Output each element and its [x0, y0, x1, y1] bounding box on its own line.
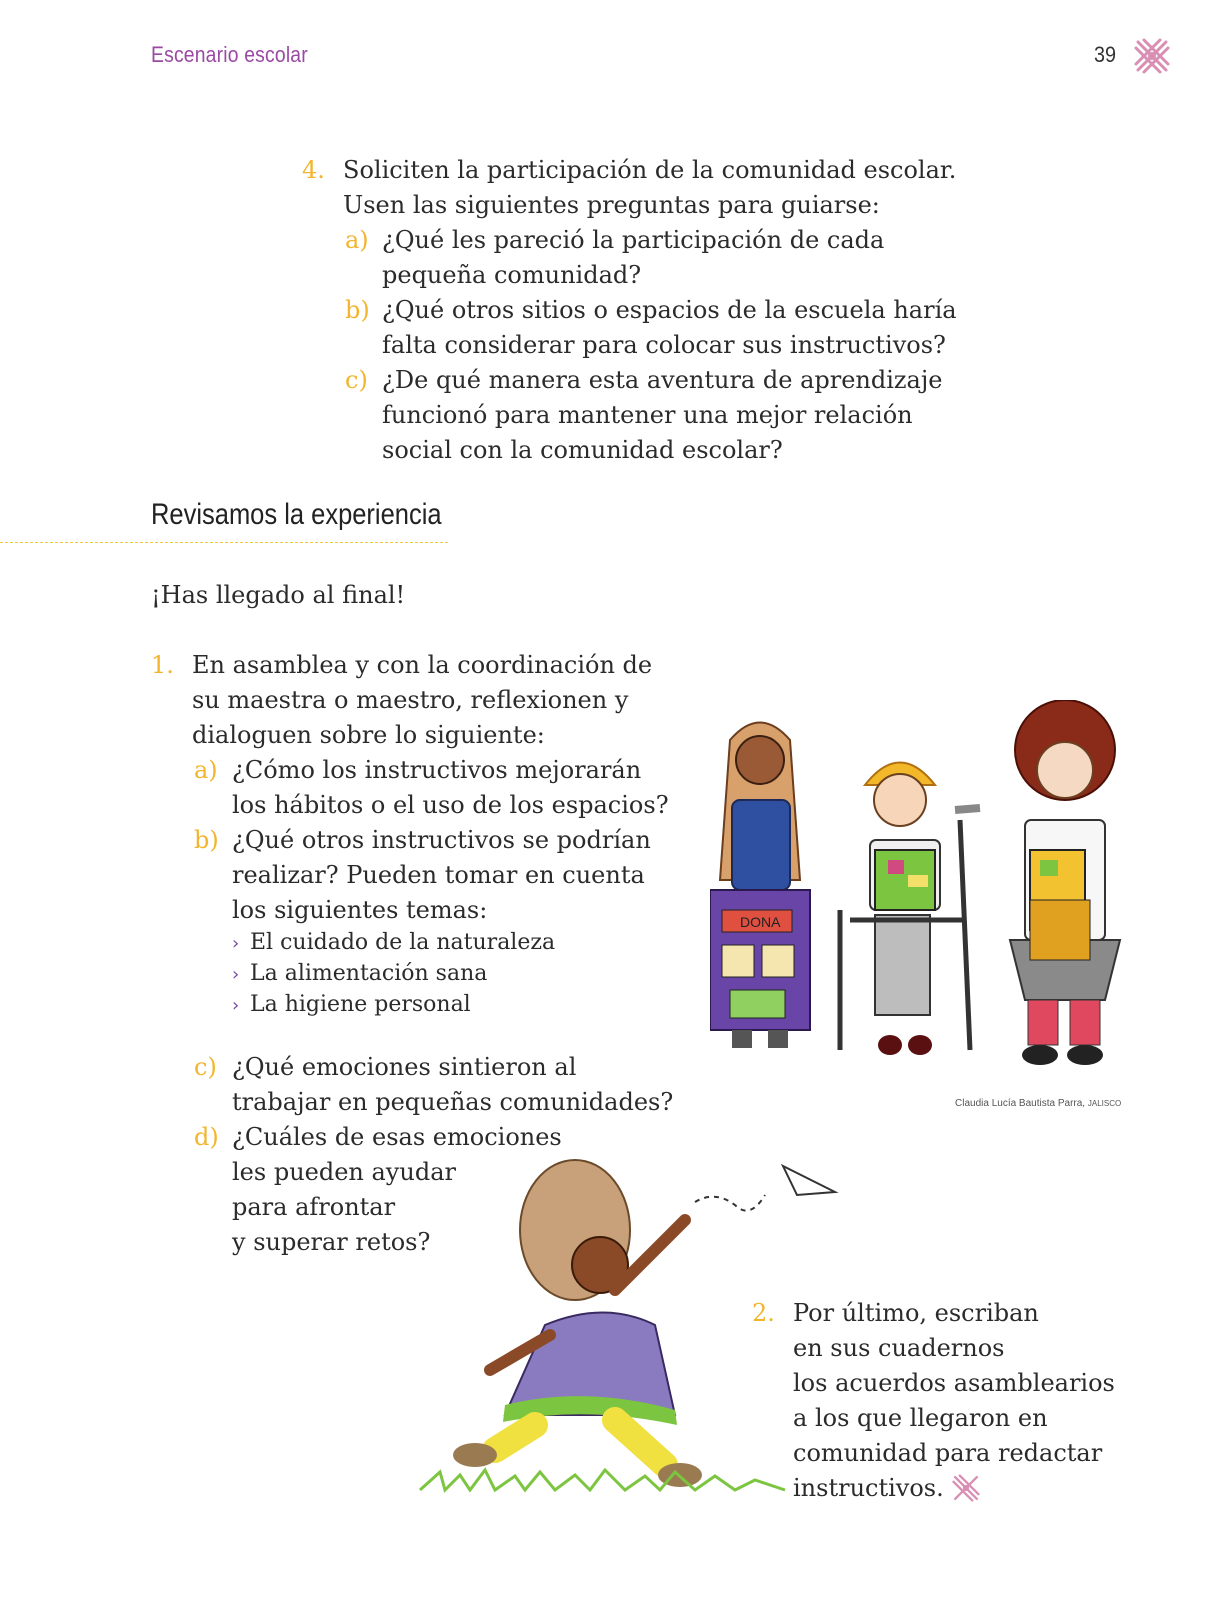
- step-4b-letter: b): [345, 296, 370, 324]
- text-line: realizar? Pueden tomar en cuenta: [232, 861, 645, 889]
- step-1a-letter: a): [194, 756, 218, 784]
- text-line: les pueden ayudar: [232, 1158, 456, 1186]
- bullet-chevron-icon: ›: [232, 933, 240, 954]
- page-number: 39: [1094, 42, 1117, 67]
- boy-in-wheelchair: [840, 763, 980, 1056]
- section-name: Escenario escolar: [151, 42, 308, 67]
- text-line: ¿Qué emociones sintieron al: [232, 1053, 577, 1081]
- text-line: los hábitos o el uso de los espacios?: [232, 791, 669, 819]
- step-1d-letter: d): [194, 1123, 219, 1151]
- text-line: dialoguen sobre lo siguiente:: [192, 721, 545, 749]
- step-4b-text: [382, 293, 957, 363]
- text-line: ¿De qué manera esta aventura de aprendizaje: [382, 366, 943, 394]
- text-line: Por último, escriban: [793, 1299, 1039, 1327]
- step-1-number: 1.: [151, 651, 174, 679]
- step-4a-letter: a): [345, 226, 369, 254]
- text-line: funcionó para mantener una mejor relación: [382, 401, 913, 429]
- text-line: los acuerdos asamblearios: [793, 1369, 1115, 1397]
- topic-bullet: › La higiene personal: [232, 990, 471, 1021]
- text-line: falta considerar para colocar sus instructivos?: [382, 331, 946, 359]
- girl-paper-plane-illustration: [415, 1150, 845, 1510]
- step-4c-letter: c): [345, 366, 368, 394]
- text-line: en sus cuadernos: [793, 1334, 1005, 1362]
- step-1c-text: [232, 1050, 673, 1120]
- girl-curly-hair: [1010, 700, 1120, 1065]
- step-4-text: [343, 153, 956, 223]
- text-line: los siguientes temas:: [232, 896, 488, 924]
- text-line: Soliciten la participación de la comunidad escolar.: [343, 156, 957, 184]
- text-line: a los que llegaron en: [793, 1404, 1048, 1432]
- text-line: pequeña comunidad?: [382, 261, 642, 289]
- text-line: social con la comunidad escolar?: [382, 436, 783, 464]
- text-line: para afrontar: [232, 1193, 396, 1221]
- text-line: ¿Cuáles de esas emociones: [232, 1123, 562, 1151]
- paper-plane-icon: [783, 1166, 835, 1195]
- step-1a-text: [232, 753, 669, 823]
- text-line: En asamblea y con la coordinación de: [192, 651, 653, 679]
- step-1-text: [192, 648, 652, 753]
- topic-bullet: › La alimentación sana: [232, 959, 487, 990]
- section-title: Revisamos la experiencia: [151, 498, 442, 531]
- topic-bullet: › El cuidado de la naturaleza: [232, 928, 555, 959]
- children-illustration: [710, 700, 1140, 1085]
- step-4-number: 4.: [302, 156, 325, 184]
- step-1b-letter: b): [194, 826, 219, 854]
- text-line: ¿Cómo los instructivos mejorarán: [232, 756, 642, 784]
- intro-text: ¡Has llegado al final!: [151, 581, 406, 609]
- step-1c-letter: c): [194, 1053, 217, 1081]
- sign-text: DONA: [740, 914, 781, 930]
- text-line: y superar retos?: [232, 1228, 431, 1256]
- text-line: trabajar en pequeñas comunidades?: [232, 1088, 674, 1116]
- text-line: su maestra o maestro, reflexionen y: [192, 686, 629, 714]
- text-line: ¿Qué otros sitios o espacios de la escuela haría: [382, 296, 957, 324]
- section-title-rule: [0, 542, 448, 543]
- end-mark-knot-icon: [952, 1474, 980, 1502]
- girl-with-sign: [710, 723, 810, 1049]
- text-line: ¿Qué otros instructivos se podrían: [232, 826, 651, 854]
- decorative-knot-icon: [1134, 38, 1170, 74]
- text-line: comunidad para redactar: [793, 1439, 1103, 1467]
- text-line: ¿Qué les pareció la participación de cada: [382, 226, 885, 254]
- step-2-number: 2.: [752, 1299, 775, 1327]
- bullet-chevron-icon: ›: [232, 995, 240, 1016]
- illustration-credit: Claudia Lucía Bautista Parra, JALISCO: [955, 1098, 1122, 1109]
- step-4c-text: [382, 363, 943, 468]
- text-line: Usen las siguientes preguntas para guiarse:: [343, 191, 880, 219]
- text-line: instructivos.: [793, 1474, 944, 1502]
- step-4a-text: [382, 223, 884, 293]
- bullet-chevron-icon: ›: [232, 964, 240, 985]
- step-1b-text: [232, 823, 651, 928]
